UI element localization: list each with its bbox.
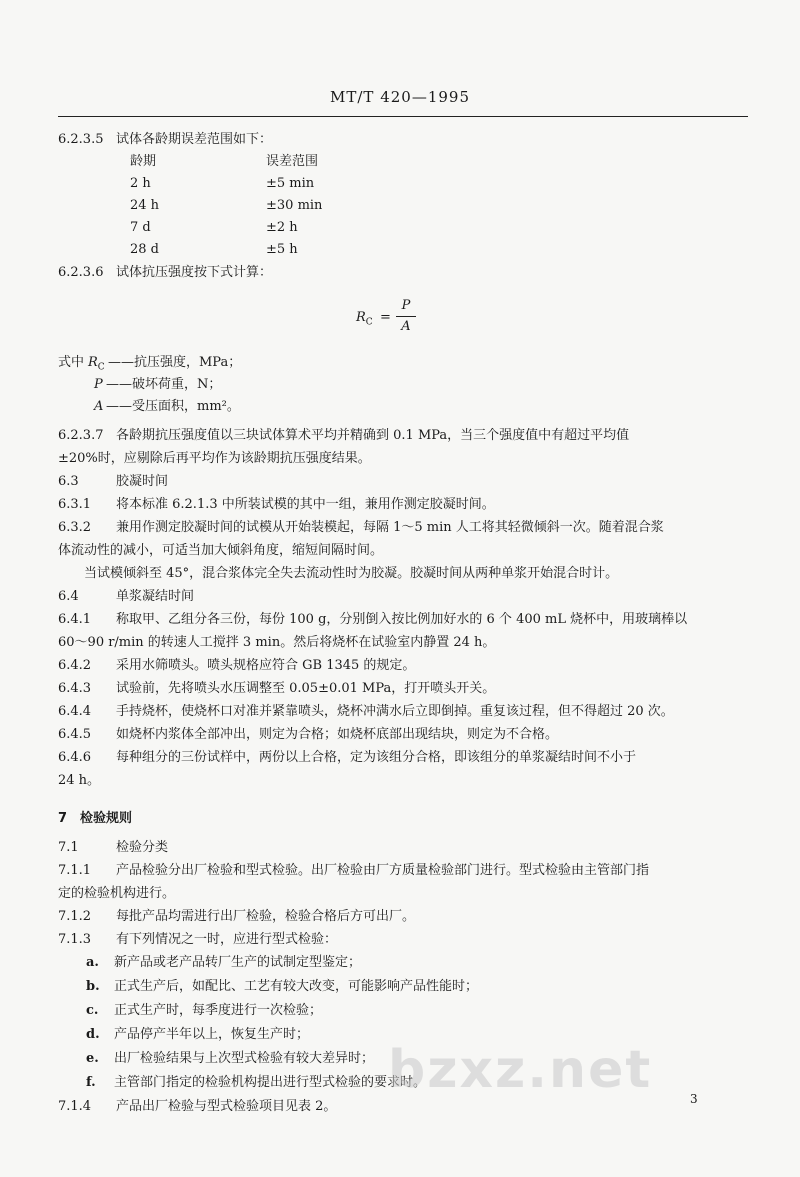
clause-number: 7.1.1 — [58, 863, 92, 878]
header-rule — [58, 116, 748, 117]
formula-numerator: P — [396, 296, 416, 317]
chapter-number: 7 — [58, 811, 68, 826]
clause-number: 6.2.3.5 — [58, 132, 104, 147]
list-text: 产品停产半年以上，恢复生产时； — [114, 1027, 310, 1042]
table-row — [58, 239, 748, 261]
clause-6-4-2 — [58, 654, 748, 677]
clause-text: 称取甲、乙组分各三份，每份 100 g，分别倒入按比例加好水的 6 个 400 mL 烧杯中，用玻璃棒以 — [116, 612, 688, 627]
symbol-def — [58, 352, 748, 374]
clause-text: 每批产品均需进行出厂检验，检验合格后方可出厂。 — [116, 909, 416, 924]
table-cell: ±5 min — [266, 176, 315, 191]
symbol: $R_C$ — [88, 355, 105, 373]
symbol-desc: ——破坏荷重，N； — [106, 377, 222, 392]
list-label: b. — [86, 979, 100, 994]
table-cell: 2 h — [130, 176, 151, 191]
clause-number: 6.4.1 — [58, 612, 92, 627]
clause-text: 试验前，先将喷头水压调整至 0.05±0.01 MPa，打开喷头开关。 — [116, 681, 496, 696]
clause-text: 各龄期抗压强度值以三块试体算术平均并精确到 0.1 MPa，当三个强度值中有超过平均值 — [116, 428, 630, 443]
clause-6-3-1 — [58, 493, 748, 516]
clause-6-4-4 — [58, 700, 748, 723]
clause-number: 6.3.1 — [58, 497, 92, 512]
clause-7-1-1 — [58, 859, 748, 882]
clause-text: 手持烧杯，使烧杯口对准并紧靠喷头，烧杯冲满水后立即倒掉。重复该过程，但不得超过 20 次。 — [116, 704, 674, 719]
table-head-tolerance: 误差范围 — [266, 154, 319, 169]
clause-text: 采用水筛喷头。喷头规格应符合 GB 1345 的规定。 — [116, 658, 416, 673]
page-content — [58, 128, 748, 1118]
clause-text: 每种组分的三份试样中，两份以上合格，定为该组分合格，即该组分的单浆凝结时间不小于 — [116, 750, 637, 765]
list-label: a. — [86, 955, 99, 970]
clause-6-2-3-6 — [58, 261, 748, 284]
watermark: bzxz.net — [388, 1040, 653, 1100]
clause-number: 6.4.4 — [58, 704, 92, 719]
list-text: 出厂检验结果与上次型式检验有较大差异时； — [114, 1051, 375, 1066]
where-intro: 式中 — [58, 355, 85, 370]
list-item — [58, 975, 748, 999]
clause-number: 7.1.2 — [58, 909, 92, 924]
list-text: 主管部门指定的检验机构提出进行型式检验的要求时。 — [114, 1075, 427, 1090]
list-label: c. — [86, 1003, 99, 1018]
symbol-def — [58, 396, 748, 418]
page-number: 3 — [690, 1092, 698, 1106]
clause-number: 7.1.4 — [58, 1099, 92, 1114]
clause-text: 试体各龄期误差范围如下： — [116, 132, 273, 147]
formula-lhs: $R_C$ — [356, 310, 373, 328]
clause-6-4-5 — [58, 723, 748, 746]
clause-number: 6.4.6 — [58, 750, 92, 765]
clause-continuation: 60～90 r/min 的转速人工搅拌 3 min。然后将烧杯在试验室内静置 24 h。 — [58, 635, 496, 650]
strength-formula — [58, 294, 748, 348]
clause-number: 6.4.3 — [58, 681, 92, 696]
clause-number: 6.3.2 — [58, 520, 92, 535]
table-row — [58, 173, 748, 195]
section-7-1 — [58, 836, 748, 859]
clause-text: 产品出厂检验与型式检验项目见表 2。 — [116, 1099, 337, 1114]
page-header: MT/T 420—1995 — [330, 88, 470, 106]
clause-6-4-3 — [58, 677, 748, 700]
clause-text: 如烧杯内浆体全部冲出，则定为合格；如烧杯底部出现结块，则定为不合格。 — [116, 727, 559, 742]
clause-continuation: ±20%时，应剔除后再平均作为该龄期抗压强度结果。 — [58, 451, 371, 466]
clause-6-4-6 — [58, 746, 748, 769]
list-text: 正式生产后，如配比、工艺有较大改变，可能影响产品性能时； — [114, 979, 479, 994]
table-cell: ±2 h — [266, 220, 298, 235]
table-cell: ±30 min — [266, 198, 323, 213]
section-number: 6.3 — [58, 474, 79, 489]
clause-6-4-1 — [58, 608, 748, 631]
table-cell: 24 h — [130, 198, 160, 213]
list-text: 正式生产时，每季度进行一次检验； — [114, 1003, 323, 1018]
clause-number: 6.2.3.6 — [58, 265, 104, 280]
symbol-desc: ——受压面积，mm²。 — [106, 399, 240, 414]
list-label: d. — [86, 1027, 100, 1042]
section-title: 单浆凝结时间 — [116, 589, 195, 604]
clause-number: 6.2.3.7 — [58, 428, 104, 443]
clause-continuation: 定的检验机构进行。 — [58, 886, 176, 901]
clause-7-1-2 — [58, 905, 748, 928]
list-label: e. — [86, 1051, 99, 1066]
table-cell: ±5 h — [266, 242, 298, 257]
formula-fraction — [396, 296, 416, 337]
clause-text: 将本标准 6.2.1.3 中所装试模的其中一组，兼用作测定胶凝时间。 — [116, 497, 495, 512]
table-head-age: 龄期 — [130, 154, 157, 169]
section-number: 6.4 — [58, 589, 79, 604]
clause-number: 6.4.5 — [58, 727, 92, 742]
section-6-4 — [58, 585, 748, 608]
symbol-definitions — [58, 352, 748, 418]
clause-text: 兼用作测定胶凝时间的试模从开始装模起，每隔 1～5 min 人工将其轻微倾斜一次。随着混合浆 — [116, 520, 664, 535]
table-cell: 7 d — [130, 220, 151, 235]
clause-text: 试体抗压强度按下式计算： — [116, 265, 273, 280]
list-item — [58, 999, 748, 1023]
section-number: 7.1 — [58, 840, 79, 855]
section-6-3 — [58, 470, 748, 493]
tolerance-table — [58, 151, 748, 261]
clause-continuation: 体流动性的减小，可适当加大倾斜角度，缩短间隔时间。 — [58, 543, 384, 558]
clause-text: 有下列情况之一时，应进行型式检验： — [116, 932, 338, 947]
clause-number: 6.4.2 — [58, 658, 92, 673]
table-row — [58, 195, 748, 217]
clause-7-1-3 — [58, 928, 748, 951]
clause-6-2-3-5 — [58, 128, 748, 151]
formula-denominator: A — [401, 319, 411, 334]
chapter-7 — [58, 802, 748, 836]
list-text: 新产品或老产品转厂生产的试制定型鉴定； — [114, 955, 362, 970]
table-header — [58, 151, 748, 173]
table-cell: 28 d — [130, 242, 159, 257]
section-title: 胶凝时间 — [116, 474, 169, 489]
formula-equals: = — [380, 310, 391, 325]
list-item — [58, 951, 748, 975]
clause-continuation: 24 h。 — [58, 773, 101, 788]
clause-text: 产品检验分出厂检验和型式检验。出厂检验由厂方质量检验部门进行。型式检验由主管部门指 — [116, 863, 650, 878]
chapter-title: 检验规则 — [80, 811, 133, 826]
clause-6-2-3-7 — [58, 424, 748, 447]
section-title: 检验分类 — [116, 840, 169, 855]
clause-6-3-2 — [58, 516, 748, 539]
symbol: A — [94, 399, 104, 414]
clause-paragraph: 当试模倾斜至 45°，混合浆体完全失去流动性时为胶凝。胶凝时间从两种单浆开始混合时计。 — [84, 566, 619, 581]
symbol-desc: ——抗压强度，MPa； — [108, 355, 242, 370]
clause-number: 7.1.3 — [58, 932, 92, 947]
symbol: P — [94, 377, 103, 392]
list-label: f. — [86, 1075, 96, 1090]
table-row — [58, 217, 748, 239]
symbol-def — [58, 374, 748, 396]
